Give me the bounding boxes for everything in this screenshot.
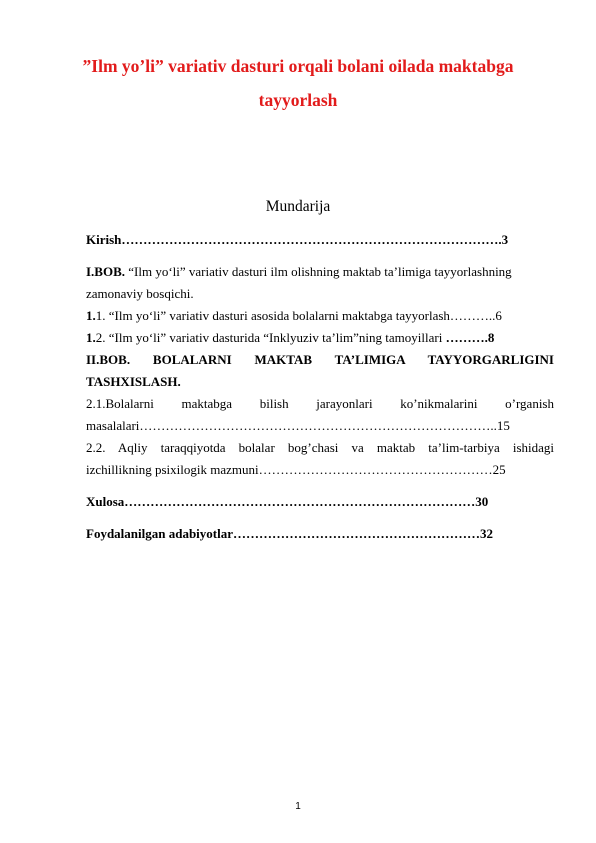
toc-entry-2-1-line2: masalalari………………………………………………………………………..15 xyxy=(86,418,510,433)
toc-entry-bob2-line1: II.BOB. BOLALARNI MAKTAB TA’LIMIGA TAYYORGARLIGINI xyxy=(86,352,554,367)
toc-entry-xulosa: Xulosa………………………………………………………………………30 xyxy=(86,494,489,509)
document-title xyxy=(60,49,536,117)
toc-entry-bob1-cont: zamonaviy bosqichi. xyxy=(86,286,194,301)
toc-1-1-text: 1. “Ilm yo‘li” variativ dasturi asosida bolalarni maktabga tayyorlash………..6 xyxy=(95,308,502,323)
page-number: 1 xyxy=(295,801,301,812)
toc-1-2-text: 2. “Ilm yo‘li” variativ dasturida “Inklyuziv ta’lim”ning tamoyillari xyxy=(95,330,446,345)
toc-entry-2-2-line2: izchillikning psixilogik mazmuni………………………………………………25 xyxy=(86,462,506,477)
toc-1-2-num: 1. xyxy=(86,330,96,345)
title-line-2: tayyorlash xyxy=(258,90,338,110)
toc-bob1-text: “Ilm yo‘li” variativ dasturi ilm olishning maktab ta’limiga tayyorlashning xyxy=(125,264,512,279)
toc-entry-2-1-line1: 2.1.Bolalarni maktabga bilish jarayonlari ko’nikmalarini o’rganish xyxy=(86,396,554,411)
title-line-1: ”Ilm yo’li” variativ dasturi orqali bolani oilada maktabga xyxy=(82,56,514,76)
toc-entry-1-2 xyxy=(86,327,554,348)
toc-entry-adabiyot: Foydalanilgan adabiyotlar…………………………………………………32 xyxy=(86,526,493,541)
toc-entry-bob2-line2: TASHXISLASH. xyxy=(86,374,181,389)
toc-entry-2-2-line1: 2.2. Aqliy taraqqiyotda bolalar bog’chasi va maktab ta’lim-tarbiya ishidagi xyxy=(86,440,554,455)
toc-heading: Mundarija xyxy=(265,198,331,215)
toc-entry-kirish: Kirish…………………………………………………………………………….3 xyxy=(86,232,509,247)
toc-bob1-label: I.BOB. xyxy=(86,264,126,279)
toc-1-1-num: 1. xyxy=(86,308,96,323)
toc-1-2-dots: ……….8 xyxy=(445,330,495,345)
toc-entry-1-1 xyxy=(86,305,554,326)
toc-entry-bob1 xyxy=(86,261,554,282)
